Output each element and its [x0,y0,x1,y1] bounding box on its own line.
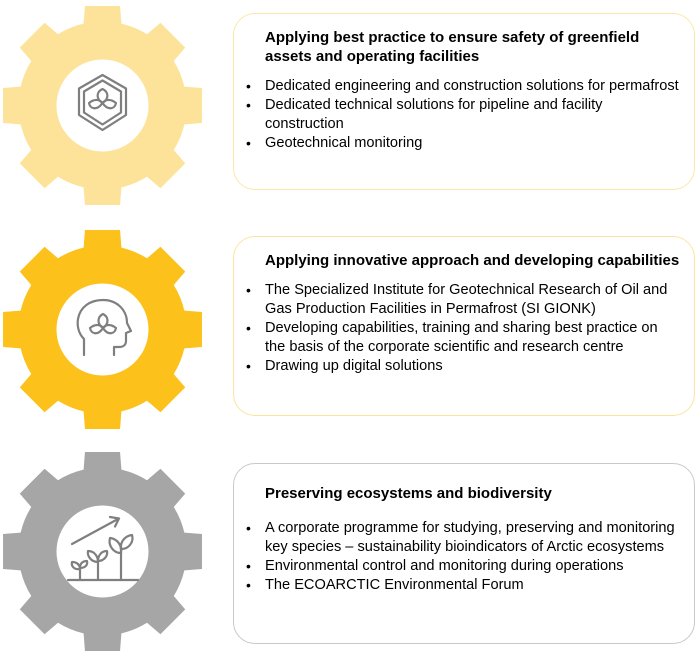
list-item: • Environmental control and monitoring during operations [265,557,680,576]
info-card-1 [233,13,695,190]
info-card-2 [233,236,695,416]
list-item: • Dedicated engineering and construction solutions for permafrost [265,77,680,96]
bullet-list [265,77,680,153]
bullet-list [265,281,680,376]
gear-2 [0,227,205,432]
list-item: • Geotechnical monitoring [265,134,680,153]
info-card-3 [233,463,695,644]
bullet-list [265,519,680,595]
card-title: Preserving ecosystems and biodiversity [265,485,552,502]
card-title: Applying innovative approach and developing capabilities [265,252,680,269]
card-title: Applying best practice to ensure safety of greenfield assets and operating facilities [265,29,640,65]
list-item: • The ECOARCTIC Environmental Forum [265,576,680,595]
gear-1 [0,3,205,208]
list-item: • Drawing up digital solutions [265,357,680,376]
gear-3 [0,449,205,654]
list-item: • A corporate programme for studying, preserving and monitoring key species – sustainability bioindicators of Arctic ecosystems [265,519,680,557]
list-item: • Dedicated technical solutions for pipeline and facility construction [265,96,680,134]
list-item: • The Specialized Institute for Geotechnical Research of Oil and Gas Production Facilities in Permafrost (SI GIONK) [265,281,680,319]
list-item: • Developing capabilities, training and sharing best practice on the basis of the corporate scientific and research centre [265,319,680,357]
